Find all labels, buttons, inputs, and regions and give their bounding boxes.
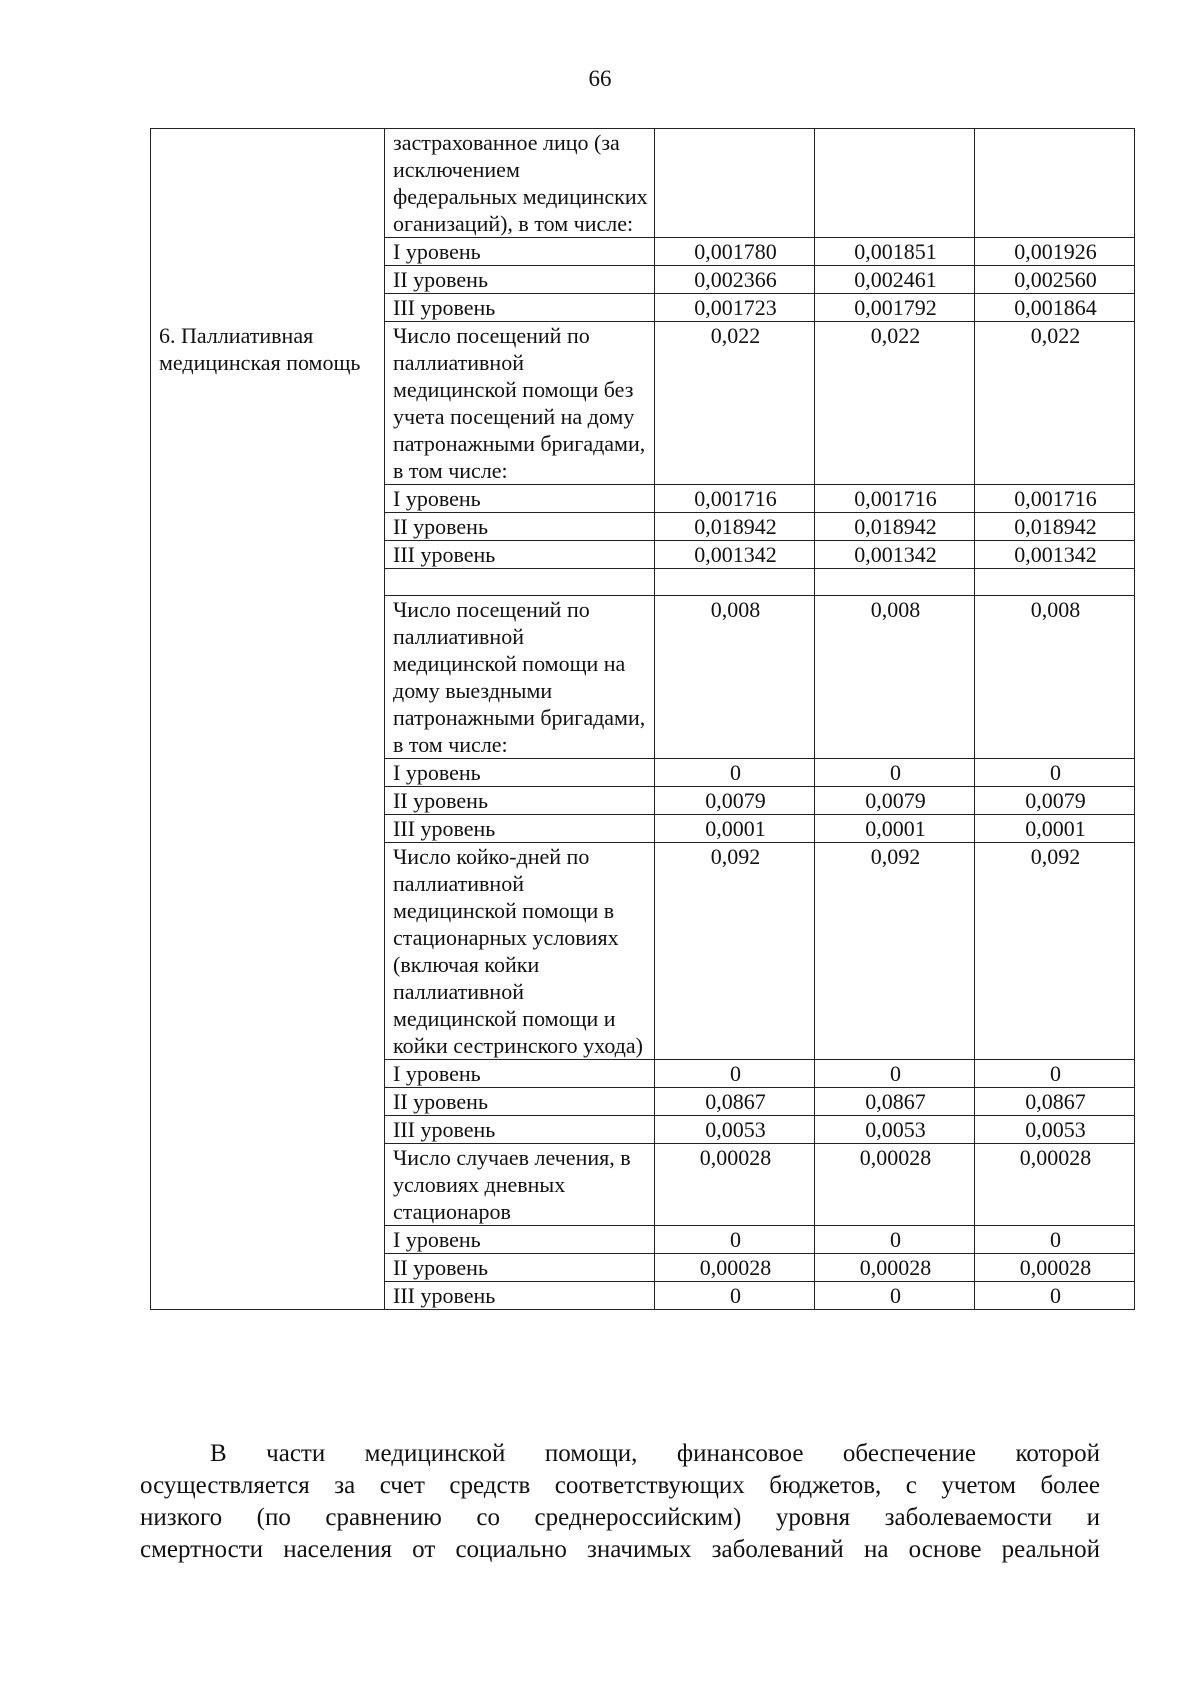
indicator-cell: I уровень: [385, 759, 655, 787]
section-cell: [151, 485, 385, 513]
table-row: [151, 815, 1135, 843]
value-cell-1: 0,002366: [655, 266, 815, 294]
value-cell-3: 0,00028: [975, 1144, 1135, 1226]
indicator-cell: II уровень: [385, 513, 655, 541]
value-cell-2: [815, 129, 975, 238]
value-cell-3: 0,018942: [975, 513, 1135, 541]
indicator-cell: II уровень: [385, 266, 655, 294]
table-row: [151, 1254, 1135, 1282]
value-cell-1: 0,001780: [655, 238, 815, 266]
indicator-cell: III уровень: [385, 1116, 655, 1144]
value-cell-3: 0,0053: [975, 1116, 1135, 1144]
value-cell-3: 0,001864: [975, 294, 1135, 322]
value-cell-1: [655, 129, 815, 238]
value-cell-1: 0,0053: [655, 1116, 815, 1144]
section-cell: [151, 1088, 385, 1116]
table-row: [151, 569, 1135, 596]
indicator-table-wrapper: [150, 128, 1134, 1310]
value-cell-1: [655, 569, 815, 596]
value-cell-2: 0,00028: [815, 1144, 975, 1226]
indicator-cell: I уровень: [385, 1226, 655, 1254]
section-cell: [151, 238, 385, 266]
value-cell-1: 0: [655, 1060, 815, 1088]
table-row: [151, 485, 1135, 513]
value-cell-2: 0,0001: [815, 815, 975, 843]
value-cell-2: 0,018942: [815, 513, 975, 541]
value-cell-3: 0,022: [975, 322, 1135, 485]
indicator-cell: III уровень: [385, 1282, 655, 1310]
section-cell: [151, 759, 385, 787]
value-cell-1: 0,001342: [655, 541, 815, 569]
value-cell-2: 0,092: [815, 843, 975, 1060]
indicator-cell: III уровень: [385, 815, 655, 843]
section-cell: [151, 843, 385, 1060]
value-cell-1: 0,00028: [655, 1254, 815, 1282]
value-cell-2: 0,008: [815, 596, 975, 759]
value-cell-3: 0,001716: [975, 485, 1135, 513]
value-cell-3: 0,00028: [975, 1254, 1135, 1282]
indicator-cell: Число посещений по паллиативной медицинской помощи на дому выездными патронажными бригадами, в том числе:: [385, 596, 655, 759]
indicator-cell: застрахованное лицо (за исключением федеральных медицинских оганизаций), в том числе:: [385, 129, 655, 238]
section-cell: [151, 787, 385, 815]
value-cell-1: 0,0079: [655, 787, 815, 815]
indicator-cell: II уровень: [385, 1088, 655, 1116]
value-cell-2: 0,0867: [815, 1088, 975, 1116]
value-cell-2: 0,001851: [815, 238, 975, 266]
value-cell-1: 0,0001: [655, 815, 815, 843]
table-row: [151, 1060, 1135, 1088]
paragraph-line: В части медицинской помощи, финансовое обеспечение которой: [210, 1440, 1100, 1467]
value-cell-1: 0,092: [655, 843, 815, 1060]
section-cell: 6. Паллиативная медицинская помощь: [151, 322, 385, 485]
value-cell-1: 0: [655, 1282, 815, 1310]
value-cell-2: 0,001792: [815, 294, 975, 322]
indicator-cell: II уровень: [385, 1254, 655, 1282]
table-row: [151, 129, 1135, 238]
indicator-cell: III уровень: [385, 294, 655, 322]
section-cell: [151, 294, 385, 322]
value-cell-3: 0,0867: [975, 1088, 1135, 1116]
table-row: [151, 1144, 1135, 1226]
value-cell-2: 0: [815, 1282, 975, 1310]
value-cell-1: 0: [655, 1226, 815, 1254]
value-cell-1: 0,00028: [655, 1144, 815, 1226]
section-cell: [151, 1282, 385, 1310]
value-cell-1: 0,001723: [655, 294, 815, 322]
indicator-cell: Число койко-дней по паллиативной медицинской помощи в стационарных условиях (включая койки паллиативной медицинской помощи и койки сестринского ухода): [385, 843, 655, 1060]
table-row: [151, 1226, 1135, 1254]
table-row: [151, 759, 1135, 787]
value-cell-1: 0,018942: [655, 513, 815, 541]
section-cell: [151, 1254, 385, 1282]
value-cell-3: 0: [975, 1282, 1135, 1310]
table-row: [151, 266, 1135, 294]
value-cell-2: 0,0053: [815, 1116, 975, 1144]
indicator-cell: Число посещений по паллиативной медицинской помощи без учета посещений на дому патронажными бригадами, в том числе:: [385, 322, 655, 485]
value-cell-3: 0,008: [975, 596, 1135, 759]
value-cell-3: [975, 129, 1135, 238]
page-number: 66: [588, 66, 612, 91]
table-row: [151, 541, 1135, 569]
paragraph-line: осуществляется за счет средств соответствующих бюджетов, с учетом более: [140, 1472, 1100, 1499]
indicator-cell: II уровень: [385, 787, 655, 815]
value-cell-2: 0,00028: [815, 1254, 975, 1282]
value-cell-1: 0: [655, 759, 815, 787]
table-row: [151, 843, 1135, 1060]
section-cell: [151, 541, 385, 569]
indicator-table-body: [151, 129, 1135, 1310]
value-cell-3: 0,092: [975, 843, 1135, 1060]
section-cell: [151, 815, 385, 843]
value-cell-2: 0,022: [815, 322, 975, 485]
value-cell-1: 0,001716: [655, 485, 815, 513]
section-cell: [151, 1144, 385, 1226]
value-cell-3: 0,0001: [975, 815, 1135, 843]
table-row: [151, 238, 1135, 266]
section-cell: [151, 596, 385, 759]
indicator-cell: I уровень: [385, 238, 655, 266]
section-cell: [151, 1116, 385, 1144]
indicator-table: [150, 128, 1135, 1310]
table-row: [151, 1116, 1135, 1144]
table-row: [151, 596, 1135, 759]
table-row: [151, 1088, 1135, 1116]
value-cell-2: 0: [815, 1226, 975, 1254]
indicator-cell: Число случаев лечения, в условиях дневных стационаров: [385, 1144, 655, 1226]
section-cell: [151, 266, 385, 294]
value-cell-2: 0,001716: [815, 485, 975, 513]
table-row: [151, 294, 1135, 322]
section-cell: [151, 1226, 385, 1254]
table-row: [151, 322, 1135, 485]
value-cell-1: 0,022: [655, 322, 815, 485]
indicator-cell: [385, 569, 655, 596]
section-cell: [151, 1060, 385, 1088]
value-cell-3: 0,002560: [975, 266, 1135, 294]
value-cell-2: 0,002461: [815, 266, 975, 294]
value-cell-3: 0: [975, 1226, 1135, 1254]
table-row: [151, 787, 1135, 815]
section-cell: [151, 513, 385, 541]
section-cell: [151, 569, 385, 596]
table-row: [151, 1282, 1135, 1310]
indicator-cell: I уровень: [385, 485, 655, 513]
paragraph-line: смертности населения от социально значимых заболеваний на основе реальной: [140, 1536, 1100, 1563]
value-cell-3: 0,0079: [975, 787, 1135, 815]
value-cell-1: 0,008: [655, 596, 815, 759]
value-cell-2: 0: [815, 1060, 975, 1088]
indicator-cell: III уровень: [385, 541, 655, 569]
section-cell: [151, 129, 385, 238]
value-cell-3: 0: [975, 1060, 1135, 1088]
indicator-cell: I уровень: [385, 1060, 655, 1088]
value-cell-2: [815, 569, 975, 596]
value-cell-3: 0,001926: [975, 238, 1135, 266]
paragraph-line: низкого (по сравнению со среднероссийским) уровня заболеваемости и: [140, 1504, 1100, 1531]
value-cell-2: 0,001342: [815, 541, 975, 569]
value-cell-3: 0: [975, 759, 1135, 787]
value-cell-1: 0,0867: [655, 1088, 815, 1116]
value-cell-2: 0,0079: [815, 787, 975, 815]
value-cell-3: [975, 569, 1135, 596]
value-cell-3: 0,001342: [975, 541, 1135, 569]
body-paragraph: [140, 1438, 1100, 1566]
table-row: [151, 513, 1135, 541]
value-cell-2: 0: [815, 759, 975, 787]
